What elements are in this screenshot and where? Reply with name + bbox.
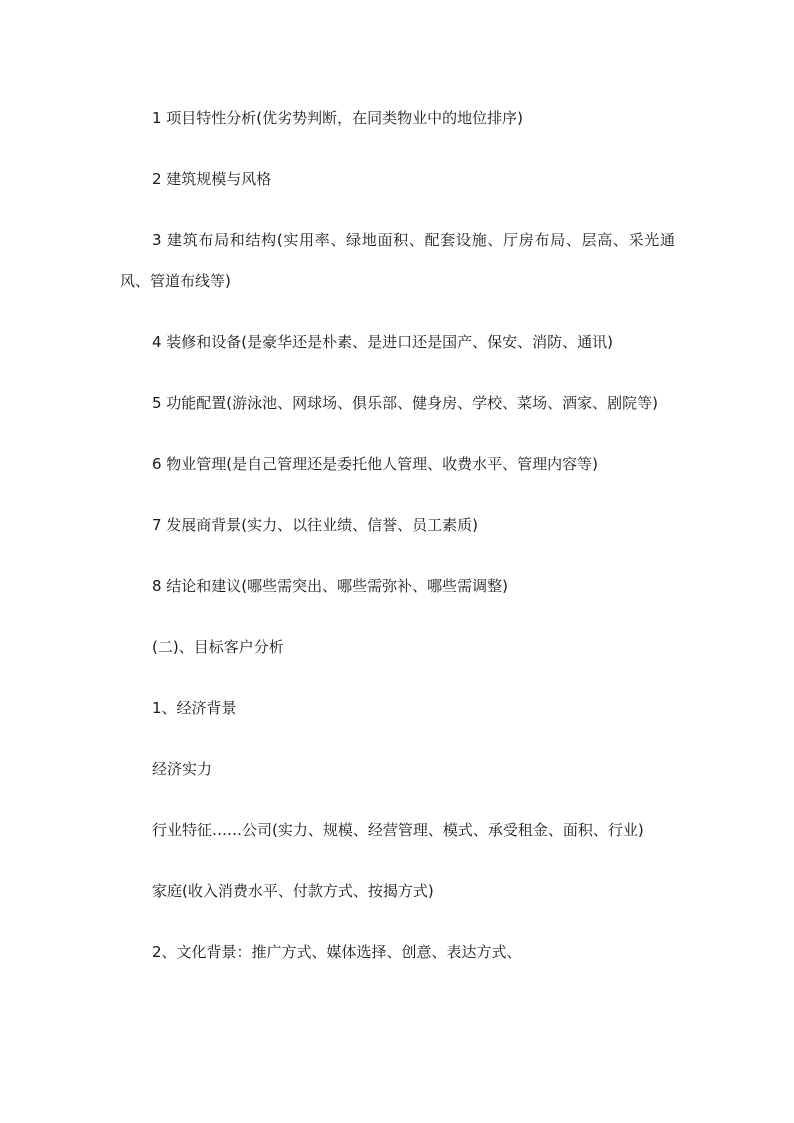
paragraph-item-5: 5 功能配置(游泳池、网球场、俱乐部、健身房、学校、菜场、酒家、剧院等) [152,394,659,412]
paragraph-family: 家庭(收入消费水平、付款方式、按揭方式) [152,882,434,900]
paragraph-item-1: 1 项目特性分析(优劣势判断，在同类物业中的地位排序) [152,109,524,127]
paragraph-item-2: 2 建筑规模与风格 [152,170,272,188]
paragraph-item-6: 6 物业管理(是自己管理还是委托他人管理、收费水平、管理内容等) [152,455,599,473]
paragraph-item-4: 4 装修和设备(是豪华还是朴素、是进口还是国产、保安、消防、通讯) [152,333,614,351]
subsection-heading-1: 1、经济背景 [152,699,237,717]
document-page [120,98,675,973]
section-heading: (二)、目标客户分析 [152,638,284,656]
subsection-heading-2: 2、文化背景：推广方式、媒体选择、创意、表达方式、 [152,943,522,961]
paragraph-item-3: 3 建筑布局和结构(实用率、绿地面积、配套设施、厅房布局、层高、采光通风、管道布线等) [120,231,675,290]
paragraph-item-7: 7 发展商背景(实力、以往业绩、信誉、员工素质) [152,516,479,534]
paragraph-industry-features: 行业特征……公司(实力、规模、经营管理、模式、承受租金、面积、行业) [152,821,644,839]
paragraph-item-8: 8 结论和建议(哪些需突出、哪些需弥补、哪些需调整) [152,577,509,595]
paragraph-economic-strength: 经济实力 [152,760,213,778]
